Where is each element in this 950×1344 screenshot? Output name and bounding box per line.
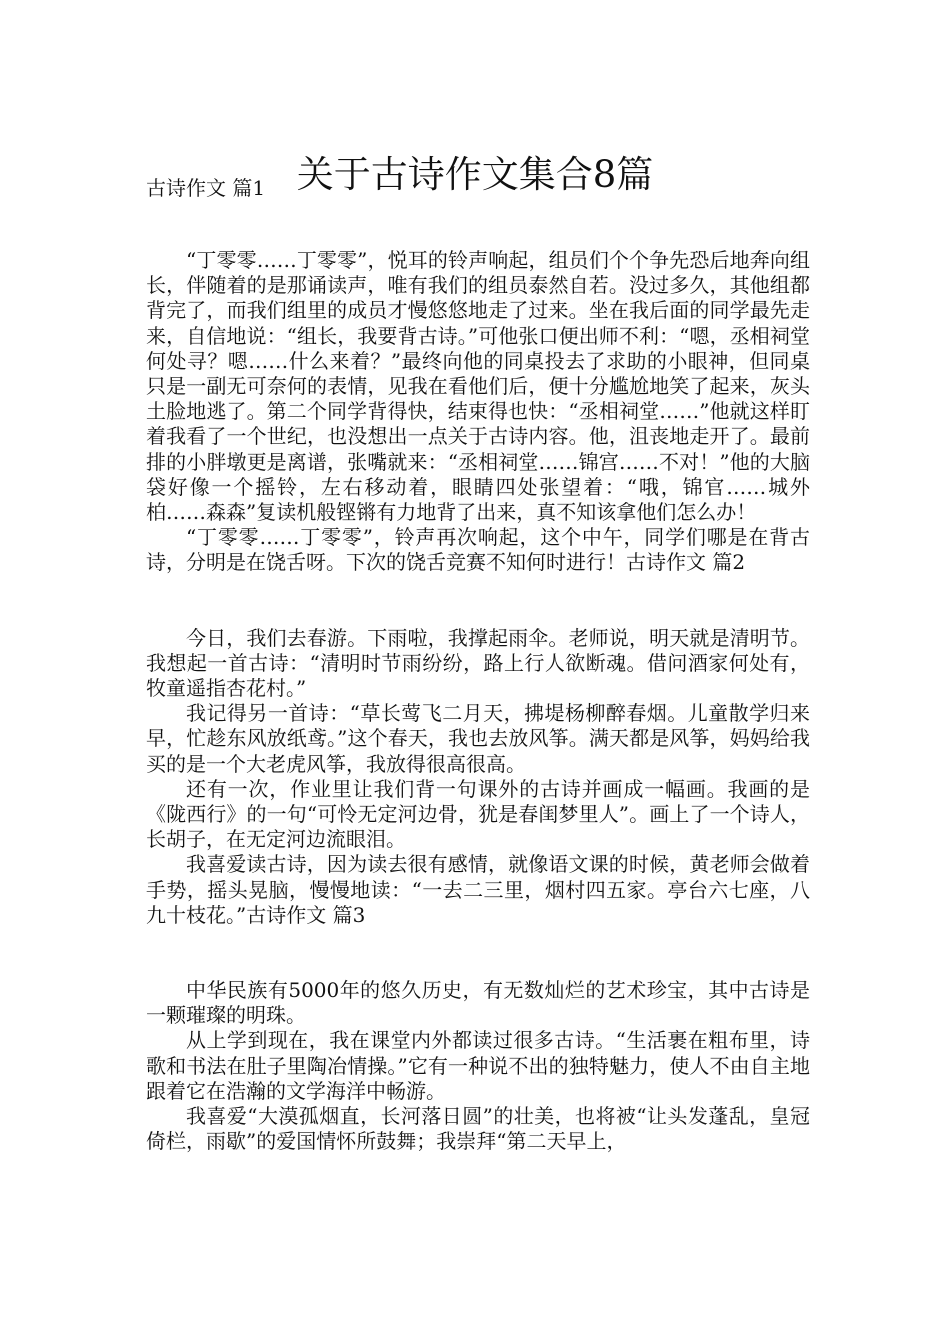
paragraph: 我记得另一首诗：“草长莺飞二月天，拂堤杨柳醉春烟。儿童散学归来早，忙趁东风放纸鸢。”这个春天，我也去放风筝。满天都是风筝，妈妈给我买的是一个大老虎风筝，我放得很高很高。: [146, 701, 810, 776]
paragraph: 我喜爱读古诗，因为读去很有感情，就像语文课的时候，黄老师会做着手势，摇头晃脑，慢慢地读：“一去二三里，烟村四五家。亭台六七座，八九十枝花。”古诗作文 篇3: [146, 852, 810, 927]
paragraph: 今日，我们去春游。下雨啦，我撑起雨伞。老师说，明天就是清明节。我想起一首古诗：“清明时节雨纷纷，路上行人欲断魂。借问酒家何处有，牧童遥指杏花村。”: [146, 625, 810, 701]
paragraph: 我喜爱“大漠孤烟直，长河落日圆”的壮美，也将被“让头发蓬乱，皇冠倚栏，雨歇”的爱国情怀所鼓舞；我崇拜“第二天早上，: [146, 1104, 810, 1154]
paragraph: 还有一次，作业里让我们背一句课外的古诗并画成一幅画。我画的是《陇西行》的一句“可怜无定河边骨，犹是春闺梦里人”。画上了一个诗人，长胡子，在无定河边流眼泪。: [146, 776, 810, 852]
paragraph: “丁零零……丁零零”，铃声再次响起，这个中午，同学们哪是在背古诗，分明是在饶舌呀。下次的饶舌竞赛不知何时进行！古诗作文 篇2: [146, 525, 810, 575]
section-gap: [146, 576, 810, 626]
section-heading: 古诗作文 篇1: [146, 176, 266, 200]
paragraph: “丁零零……丁零零”，悦耳的铃声响起，组员们个个争先恐后地奔向组长，伴随着的是那诵读声，唯有我们的组员泰然自若。没过多久，其他组都背完了，而我们组里的成员才慢悠悠地走了过来。坐在我后面的同学最先走来，自信地说：“组长，我要背古诗。”可他张口便出师不利：“嗯，丞相祠堂何处寻？嗯……什么来着？”最终向他的同桌投去了求助的小眼神，但同桌只是一副无可奈何的表情，见我在看他们后，便十分尴尬地笑了起来，灰头土脸地逃了。第二个同学背得快，结束得也快：“丞相祠堂……”他就这样盯着我看了一个世纪，也没想出一点关于古诗内容。他，沮丧地走开了。最前排的小胖墩更是离谱，张嘴就来：“丞相祠堂……锦宫……不对！”他的大脑袋好像一个摇铃，左右移动着，眼睛四处张望着：“哦，锦官……城外柏……森森”复读机般铿锵有力地背了出来，真不知该拿他们怎么办！: [146, 248, 810, 525]
paragraph: 中华民族有5000年的悠久历史，有无数灿烂的艺术珍宝，其中古诗是一颗璀璨的明珠。: [146, 978, 810, 1028]
article-body: [146, 248, 810, 1155]
paragraph: 从上学到现在，我在课堂内外都读过很多古诗。“生活裹在粗布里，诗歌和书法在肚子里陶冶情操。”它有一种说不出的独特魅力，使人不由自主地跟着它在浩瀚的文学海洋中畅游。: [146, 1028, 810, 1103]
page-title: 关于古诗作文集合8篇: [296, 152, 654, 196]
section-gap: [146, 928, 810, 978]
